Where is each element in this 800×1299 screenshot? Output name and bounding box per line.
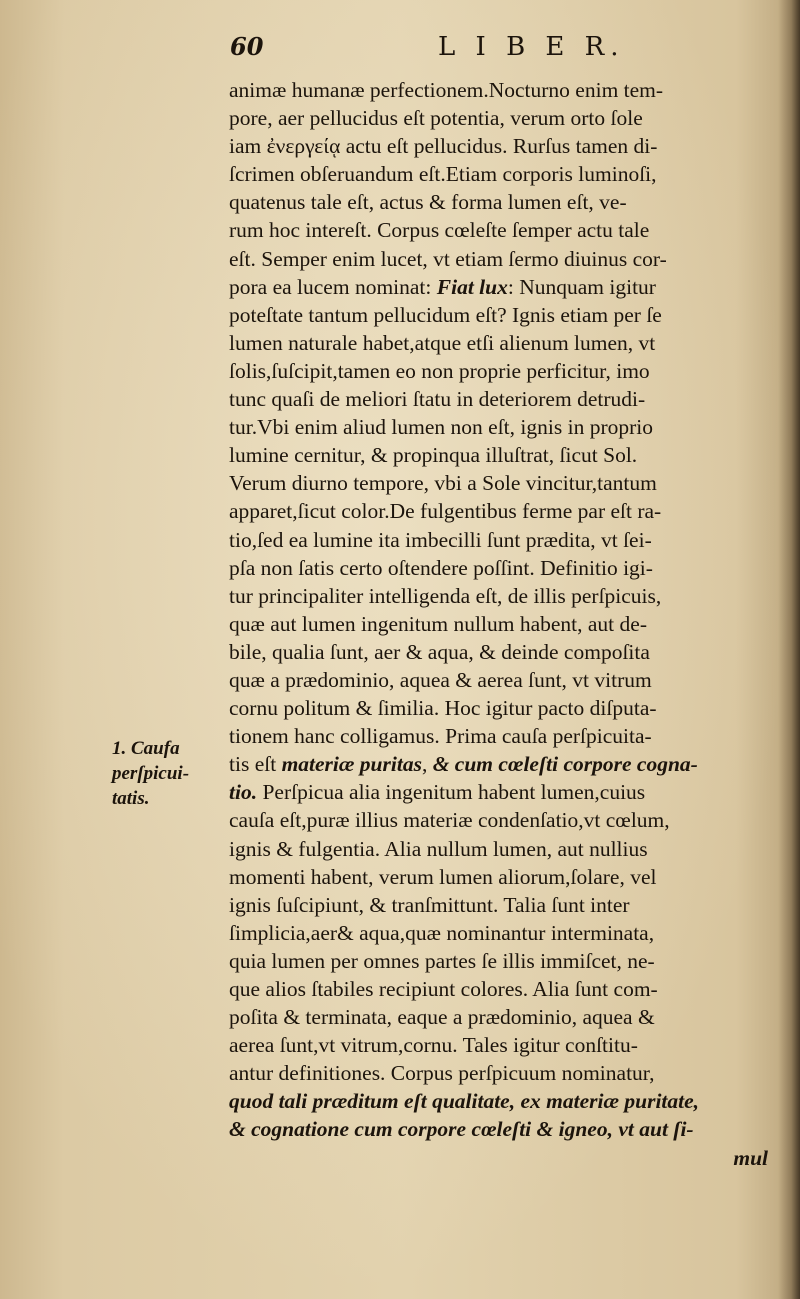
page-header [230, 32, 790, 66]
text-line: Verum diurno tempore, vbi a Sole vincitur,tantum [229, 471, 657, 496]
text-line: tur.Vbi enim aliud lumen non eſt, ignis in proprio [229, 415, 653, 440]
text-line: bile, qualia ſunt, aer & aqua, & deinde compoſita [229, 639, 650, 664]
text-line-definition: quod tali præditum eſt qualitate, ex materiæ puritate, [229, 1089, 700, 1114]
text-line: ſimplicia,aer& aqua,quæ nominantur interminata, [229, 920, 655, 945]
text-line: poteſtate tantum pellucidum eſt? Ignis etiam per ſe [229, 302, 662, 327]
quotation-fiat-lux: Fiat lux [436, 274, 508, 299]
text-line: animæ humanæ perfectionem.Nocturno enim tem- [229, 78, 664, 102]
text-line: pore, aer pellucidus eſt potentia, verum orto ſole [229, 106, 643, 131]
text-line: que alios ſtabiles recipiunt colores. Alia ſunt com- [229, 977, 658, 1001]
emphasis-span: tio. [229, 780, 258, 805]
emphasis-span: & cum cœleſti corpore cogna- [432, 752, 698, 777]
text-line: ſcrimen obſeruandum eſt.Etiam corporis luminoſi, [229, 162, 657, 187]
margin-note [112, 736, 189, 811]
text-line: apparet,ſicut color.De fulgentibus ferme par eſt ra- [229, 499, 662, 524]
text-line: poſita & terminata, eaque a prædominio, aquea & [229, 1005, 655, 1030]
text-line-definition: & cognatione cum corpore cœleſti & igneo, vt aut ſi- [229, 1117, 694, 1142]
text-line: tio,ſed ea lumine ita imbecilli ſunt prædita, vt ſei- [229, 527, 652, 552]
text-line: quia lumen per omnes partes ſe illis immiſcet, ne- [229, 948, 655, 973]
page-number: 60 [230, 32, 264, 61]
text-line: tionem hanc colligamus. Prima cauſa perſpicuita- [229, 724, 652, 749]
emphasis-span: materiæ puritas [281, 752, 422, 777]
text-line [229, 750, 774, 778]
text-line: antur definitiones. Corpus perſpicuum nominatur, [229, 1061, 655, 1086]
text-line: tunc quaſi de meliori ſtatu in deteriorem detrudi- [229, 387, 646, 412]
margin-note-line: perſpicui- [112, 763, 190, 784]
page-gutter-shadow [778, 0, 800, 1299]
text-line: eſt. Semper enim lucet, vt etiam ſermo diuinus cor- [229, 246, 667, 271]
text-line: quæ aut lumen ingenitum nullum habent, aut de- [229, 611, 647, 636]
running-head: L I B E R. [438, 32, 625, 62]
text-line: lumen naturale habet,atque etſi alienum lumen, vt [229, 330, 656, 355]
text-line: aerea ſunt,vt vitrum,cornu. Tales igitur conſtitu- [229, 1033, 638, 1058]
text-line: momenti habent, verum lumen aliorum,ſolare, vel [229, 864, 657, 889]
margin-note-line: 1. Caufa [112, 738, 180, 759]
text-line: quæ a prædominio, aquea & aerea ſunt, vt vitrum [229, 667, 652, 692]
text-span: pora ea lucem nominat: [229, 274, 437, 299]
margin-note-line: tatis. [112, 788, 150, 809]
text-line: quatenus tale eſt, actus & forma lumen eſt, ve- [229, 190, 627, 215]
text-line: ignis ſuſcipiunt, & tranſmittunt. Talia ſunt inter [229, 892, 630, 917]
text-line: cauſa eſt,puræ illius materiæ condenſatio,vt cœlum, [229, 808, 670, 833]
text-span: , [421, 752, 433, 777]
text-span: : Nunquam igitur [507, 274, 656, 299]
text-span: Perſpicua alia ingenitum habent lumen,cuius [257, 780, 646, 805]
text-line [229, 273, 774, 301]
text-line: ignis & fulgentia. Alia nullum lumen, aut nullius [229, 836, 648, 861]
text-line: tur principaliter intelligenda eſt, de illis perſpicuis, [229, 583, 662, 608]
text-line: rum hoc intereſt. Corpus cœleſte ſemper actu tale [229, 218, 650, 243]
text-line: cornu politum & ſimilia. Hoc igitur pacto diſputa- [229, 696, 657, 721]
text-span: tis eſt [229, 752, 282, 777]
text-line [229, 778, 774, 806]
text-line: lumine cernitur, & propinqua illuſtrat, ſicut Sol. [229, 443, 638, 468]
body-text [229, 76, 774, 1172]
text-line: pſa non ſatis certo oſtendere poſſint. Definitio igi- [229, 555, 653, 580]
text-line: ſolis,ſuſcipit,tamen eo non proprie perficitur, imo [229, 358, 650, 383]
catchword: mul [733, 1145, 768, 1170]
text-line: iam ἐνεργείᾳ actu eſt pellucidus. Rurſus tamen di- [229, 134, 658, 159]
